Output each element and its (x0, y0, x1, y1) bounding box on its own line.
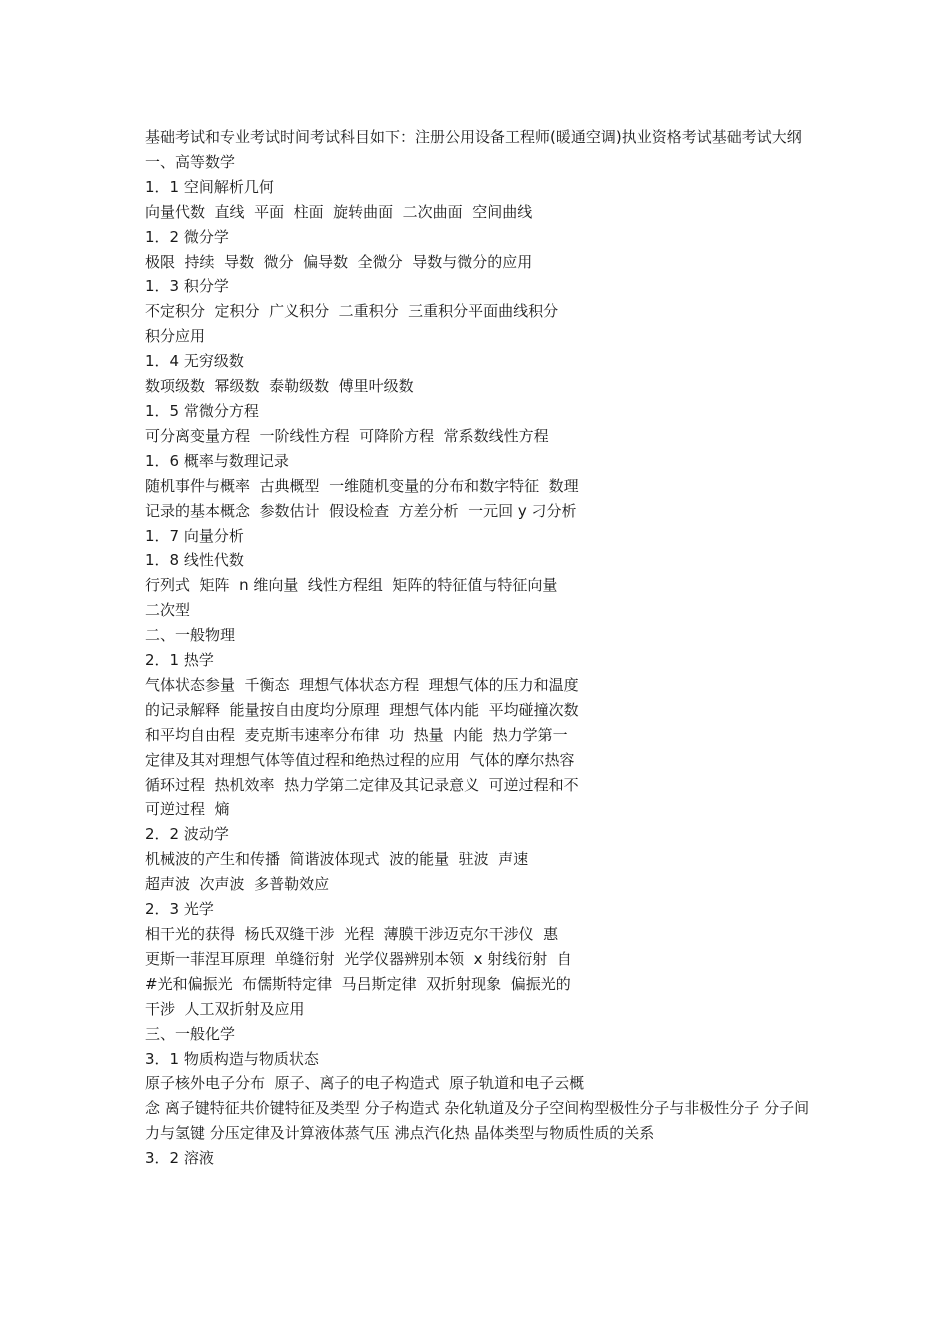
subsection-heading: 1．7 向量分析 (145, 526, 244, 545)
body-line: 积分应用 (145, 327, 206, 346)
body-line: #光和偏振光 布儒斯特定律 马吕斯定律 双折射现象 偏振光的 (145, 974, 571, 993)
body-line: 向量代数 直线 平面 柱面 旋转曲面 二次曲面 空间曲线 (145, 202, 533, 221)
section-heading-chemistry: 三、一般化学 (145, 1024, 236, 1043)
body-line: 数项级数 幂级数 泰勒级数 傅里叶级数 (145, 377, 414, 396)
subsection-heading: 1．3 积分学 (145, 277, 229, 296)
body-line: 气体状态参量 千衡态 理想气体状态方程 理想气体的压力和温度 (145, 675, 579, 694)
body-line: 原子核外电子分布 原子、离子的电子构造式 原子轨道和电子云概 (145, 1074, 585, 1093)
subsection-heading: 1．2 微分学 (145, 227, 229, 246)
body-line: 机械波的产生和传播 简谐波体现式 波的能量 驻波 声速 (145, 850, 529, 869)
subsection-heading: 2．1 热学 (145, 651, 214, 670)
body-line: 和平均自由程 麦克斯韦速率分布律 功 热量 内能 热力学第一 (145, 725, 568, 744)
body-line: 随机事件与概率 古典概型 一维随机变量的分布和数字特征 数理 (145, 476, 579, 495)
body-line: 定律及其对理想气体等值过程和绝热过程的应用 气体的摩尔热容 (145, 750, 575, 769)
intro-paragraph: 基础考试和专业考试时间考试科目如下：注册公用设备工程师(暖通空调)执业资格考试基础考试大纲 (145, 128, 802, 146)
subsection-heading: 1．4 无穷级数 (145, 352, 244, 371)
body-line: 干涉 人工双折射及应用 (145, 999, 305, 1018)
subsection-heading: 3．2 溶液 (145, 1149, 214, 1168)
subsection-heading: 2．2 波动学 (145, 825, 229, 844)
body-line: 超声波 次声波 多普勒效应 (145, 875, 330, 894)
subsection-heading: 3．1 物质构造与物质状态 (145, 1049, 319, 1068)
section-heading-physics: 二、一般物理 (145, 626, 236, 645)
body-line: 循环过程 热机效率 热力学第二定律及其记录意义 可逆过程和不 (145, 775, 579, 794)
section-heading-math: 一、高等数学 (145, 152, 236, 171)
subsection-heading: 1．5 常微分方程 (145, 401, 259, 420)
body-line: 记录的基本概念 参数估计 假设检查 方差分析 一元回 y 刁分析 (145, 501, 577, 520)
body-line: 不定积分 定积分 广义积分 二重积分 三重积分平面曲线积分 (145, 302, 559, 321)
document-body (145, 125, 817, 1171)
body-line: 可分离变量方程 一阶线性方程 可降阶方程 常系数线性方程 (145, 426, 549, 445)
subsection-heading: 1．8 线性代数 (145, 551, 244, 570)
body-line: 可逆过程 熵 (145, 800, 230, 819)
body-line: 行列式 矩阵 n 维向量 线性方程组 矩阵的特征值与特征向量 (145, 576, 558, 595)
body-paragraph: 念 离子键特征共价键特征及类型 分子构造式 杂化轨道及分子空间构型极性分子与非极性分子 分子间力与氢键 分压定律及计算液体蒸气压 沸点汽化热 晶体类型与物质性质的关系 (145, 1099, 810, 1143)
body-line: 极限 持续 导数 微分 偏导数 全微分 导数与微分的应用 (145, 252, 533, 271)
body-line: 二次型 (145, 601, 191, 620)
body-line: 相干光的获得 杨氏双缝干涉 光程 薄膜干涉迈克尔干涉仪 惠 (145, 925, 559, 943)
subsection-heading: 1．6 概率与数理记录 (145, 451, 289, 470)
subsection-heading: 2．3 光学 (145, 900, 214, 919)
subsection-heading: 1．1 空间解析几何 (145, 177, 274, 196)
body-line: 更斯一菲涅耳原理 单缝衍射 光学仪器辨别本领 x 射线衍射 自 (145, 949, 572, 968)
body-line: 的记录解释 能量按自由度均分原理 理想气体内能 平均碰撞次数 (145, 700, 579, 719)
